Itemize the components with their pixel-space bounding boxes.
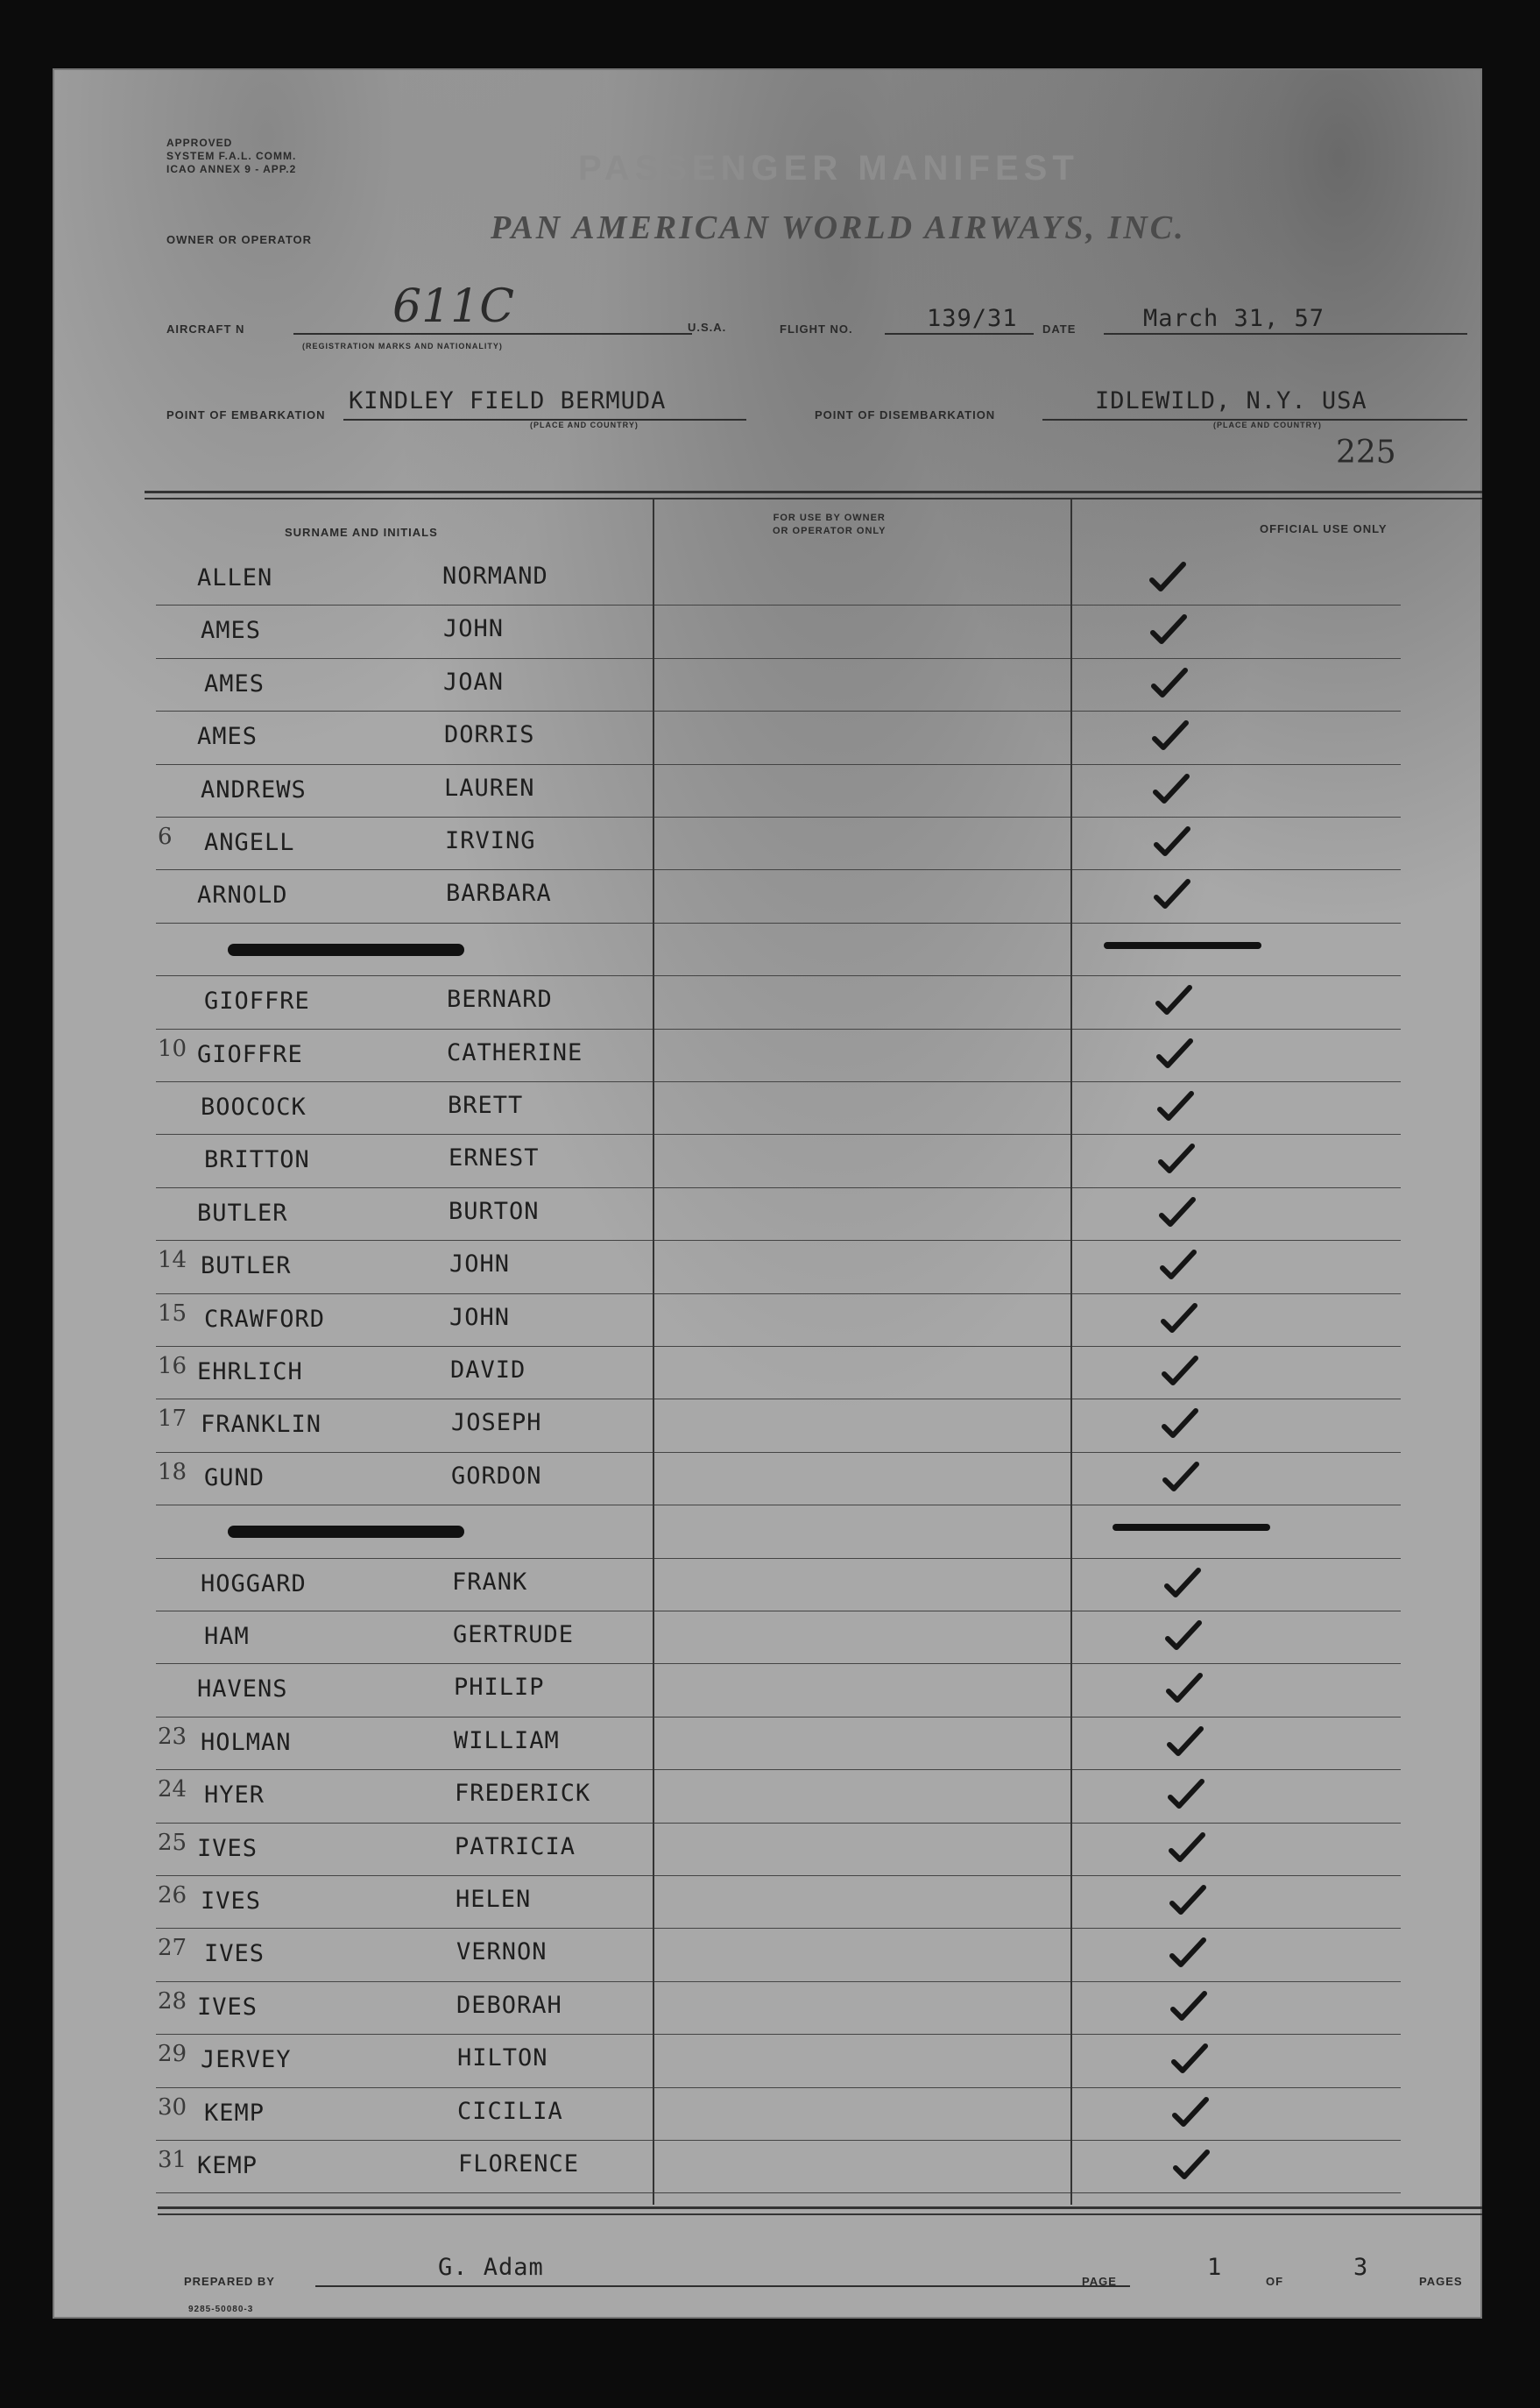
passenger-surname: AMES <box>204 669 265 698</box>
form-ref-line: SYSTEM F.A.L. COMM. <box>166 150 297 162</box>
check-mark-icon <box>1162 1407 1197 1444</box>
passenger-given-name: IRVING <box>445 827 536 854</box>
row-number: 18 <box>158 1458 187 1485</box>
passenger-surname: IVES <box>197 1993 258 2021</box>
passenger-given-name: FRANK <box>452 1568 528 1596</box>
passenger-given-name: BARBARA <box>446 880 552 908</box>
owner-label: OWNER OR OPERATOR <box>166 233 313 246</box>
passenger-surname: GIOFFRE <box>197 1040 303 1068</box>
embarkation-label: POINT OF EMBARKATION <box>166 408 326 421</box>
check-mark-icon <box>1169 1831 1204 1868</box>
row-number: 25 <box>158 1829 187 1856</box>
passenger-given-name: CICILIA <box>457 2097 563 2125</box>
row-number: 29 <box>158 2041 187 2068</box>
embarkation-place: KINDLEY FIELD BERMUDA <box>349 387 667 414</box>
passenger-given-name: CATHERINE <box>447 1038 583 1066</box>
official-dash-mark <box>1113 1524 1270 1531</box>
passenger-surname: JERVEY <box>201 2046 292 2074</box>
usa-label: U.S.A. <box>688 321 727 334</box>
passenger-surname: IVES <box>197 1834 258 1862</box>
aircraft-number: 611C <box>392 280 515 333</box>
passenger-given-name: LAUREN <box>444 774 535 802</box>
check-mark-icon <box>1170 1884 1205 1921</box>
passenger-surname: AMES <box>201 617 262 645</box>
form-reference <box>166 137 296 176</box>
check-mark-icon <box>1167 1672 1202 1709</box>
passenger-surname: BUTLER <box>197 1199 288 1227</box>
passenger-given-name: DORRIS <box>444 721 535 749</box>
manifest-sheet <box>53 68 1482 2319</box>
passenger-given-name: WILLIAM <box>454 1726 560 1754</box>
passenger-given-name: NORMAND <box>442 563 548 590</box>
passenger-surname: BRITTON <box>204 1146 310 1174</box>
flight-number: 139/31 <box>927 305 1018 332</box>
passenger-given-name: JOHN <box>443 615 505 643</box>
passenger-given-name: ERNEST <box>449 1144 540 1172</box>
check-mark-icon <box>1171 1990 1206 2027</box>
check-mark-icon <box>1160 1196 1195 1233</box>
passenger-given-name: JOSEPH <box>451 1409 542 1437</box>
passenger-surname: BUTLER <box>201 1252 292 1280</box>
check-mark-icon <box>1154 773 1189 810</box>
passenger-given-name: JOHN <box>449 1250 511 1278</box>
passenger-given-name: GERTRUDE <box>453 1621 575 1648</box>
row-number: 16 <box>158 1353 187 1379</box>
check-mark-icon <box>1174 2149 1209 2185</box>
row-number: 6 <box>158 824 173 850</box>
check-mark-icon <box>1158 1090 1193 1127</box>
passenger-surname: GUND <box>204 1463 265 1491</box>
passenger-given-name: PHILIP <box>454 1674 545 1702</box>
company-name: PAN AMERICAN WORLD AIRWAYS, INC. <box>491 209 1186 246</box>
place-country-note-2: (PLACE AND COUNTRY) <box>1213 421 1322 429</box>
strike-through-mark <box>228 1526 464 1538</box>
page-total: 3 <box>1353 2254 1369 2281</box>
passenger-surname: AMES <box>197 723 258 751</box>
check-mark-icon <box>1153 719 1188 756</box>
passenger-given-name: JOHN <box>449 1303 511 1331</box>
form-ref-line: ICAO ANNEX 9 - APP.2 <box>166 163 297 175</box>
passenger-surname: GIOFFRE <box>204 988 310 1016</box>
check-mark-icon <box>1168 1725 1203 1762</box>
passenger-surname: KEMP <box>197 2152 258 2179</box>
row-number: 24 <box>158 1776 187 1803</box>
check-mark-icon <box>1170 1937 1205 1973</box>
passenger-surname: EHRLICH <box>197 1358 303 1385</box>
passenger-surname: HOGGARD <box>201 1569 307 1597</box>
passenger-given-name: BURTON <box>449 1197 540 1225</box>
passenger-given-name: JOAN <box>443 668 505 696</box>
row-number: 28 <box>158 1987 187 2015</box>
check-mark-icon <box>1161 1249 1196 1285</box>
passenger-surname: ANDREWS <box>201 776 307 804</box>
prepared-by-name: G. Adam <box>438 2254 544 2281</box>
strike-through-mark <box>228 944 464 956</box>
check-mark-icon <box>1156 984 1191 1021</box>
check-mark-icon <box>1169 1778 1204 1815</box>
check-mark-icon <box>1157 1038 1192 1074</box>
row-number: 26 <box>158 1882 187 1909</box>
passenger-surname: CRAWFORD <box>204 1305 326 1333</box>
passenger-surname: FRANKLIN <box>201 1411 322 1439</box>
surname-column-header: SURNAME AND INITIALS <box>285 526 438 539</box>
check-mark-icon <box>1155 878 1190 915</box>
passenger-surname: IVES <box>201 1887 262 1915</box>
passenger-surname: ANGELL <box>204 829 295 856</box>
stamp-number: 225 <box>1336 435 1396 471</box>
passenger-given-name: HILTON <box>457 2044 548 2072</box>
manifest-title: PASSENGER MANIFEST <box>578 149 1079 188</box>
flight-date: March 31, 57 <box>1143 305 1325 332</box>
passenger-given-name: HELEN <box>456 1886 532 1913</box>
passenger-surname: ARNOLD <box>197 882 288 910</box>
row-number: 30 <box>158 2093 187 2121</box>
row-number: 23 <box>158 1723 187 1750</box>
owner-use-column-header: FOR USE BY OWNER OR OPERATOR ONLY <box>773 513 887 536</box>
check-mark-icon <box>1163 1461 1198 1498</box>
check-mark-icon <box>1162 1302 1197 1339</box>
row-number: 27 <box>158 1935 187 1962</box>
place-country-note: (PLACE AND COUNTRY) <box>530 421 639 429</box>
form-ref-line: APPROVED <box>166 137 233 149</box>
passenger-given-name: DAVID <box>450 1356 526 1384</box>
registration-note: (REGISTRATION MARKS AND NATIONALITY) <box>302 342 503 351</box>
check-mark-icon <box>1159 1143 1194 1179</box>
check-mark-icon <box>1155 825 1190 862</box>
passenger-given-name: BERNARD <box>447 986 553 1014</box>
page-number: 1 <box>1207 2254 1223 2281</box>
passenger-given-name: PATRICIA <box>455 1832 576 1860</box>
aircraft-label: AIRCRAFT N <box>166 322 245 336</box>
check-mark-icon <box>1166 1619 1201 1656</box>
passenger-given-name: DEBORAH <box>456 1991 562 2019</box>
check-mark-icon <box>1173 2096 1208 2133</box>
row-number: 31 <box>158 2147 187 2173</box>
passenger-surname: ALLEN <box>197 564 273 591</box>
date-label: DATE <box>1042 322 1077 336</box>
passenger-surname: KEMP <box>204 2099 265 2127</box>
check-mark-icon <box>1150 561 1185 598</box>
passenger-surname: HAM <box>204 1623 250 1650</box>
passenger-given-name: VERNON <box>456 1938 547 1966</box>
check-mark-icon <box>1152 667 1187 704</box>
check-mark-icon <box>1151 613 1186 650</box>
passenger-surname: HOLMAN <box>201 1728 292 1756</box>
disembarkation-place: IDLEWILD, N.Y. USA <box>1095 387 1367 414</box>
check-mark-icon <box>1165 1567 1200 1604</box>
passenger-surname: HYER <box>204 1781 265 1810</box>
passenger-surname: HAVENS <box>197 1675 288 1703</box>
check-mark-icon <box>1162 1355 1197 1392</box>
passenger-surname: BOOCOCK <box>201 1094 307 1121</box>
passenger-given-name: FLORENCE <box>458 2150 580 2178</box>
official-use-column-header: OFFICIAL USE ONLY <box>1260 522 1388 535</box>
flight-label: FLIGHT NO. <box>780 322 853 336</box>
passenger-given-name: FREDERICK <box>455 1780 591 1808</box>
of-label: OF <box>1266 2275 1284 2288</box>
row-number: 17 <box>158 1406 187 1433</box>
passenger-surname: IVES <box>204 1940 265 1968</box>
passenger-given-name: BRETT <box>448 1092 524 1119</box>
page-label: PAGE <box>1082 2275 1117 2288</box>
disembarkation-label: POINT OF DISEMBARKATION <box>815 408 996 421</box>
row-number: 10 <box>158 1035 187 1062</box>
row-number: 15 <box>158 1300 187 1327</box>
row-number: 14 <box>158 1247 187 1274</box>
check-mark-icon <box>1172 2043 1207 2079</box>
prepared-by-label: PREPARED BY <box>184 2275 275 2288</box>
form-number: 9285-50080-3 <box>188 2305 254 2314</box>
pages-label: PAGES <box>1419 2275 1463 2288</box>
official-dash-mark <box>1104 942 1261 949</box>
passenger-given-name: GORDON <box>451 1462 542 1490</box>
